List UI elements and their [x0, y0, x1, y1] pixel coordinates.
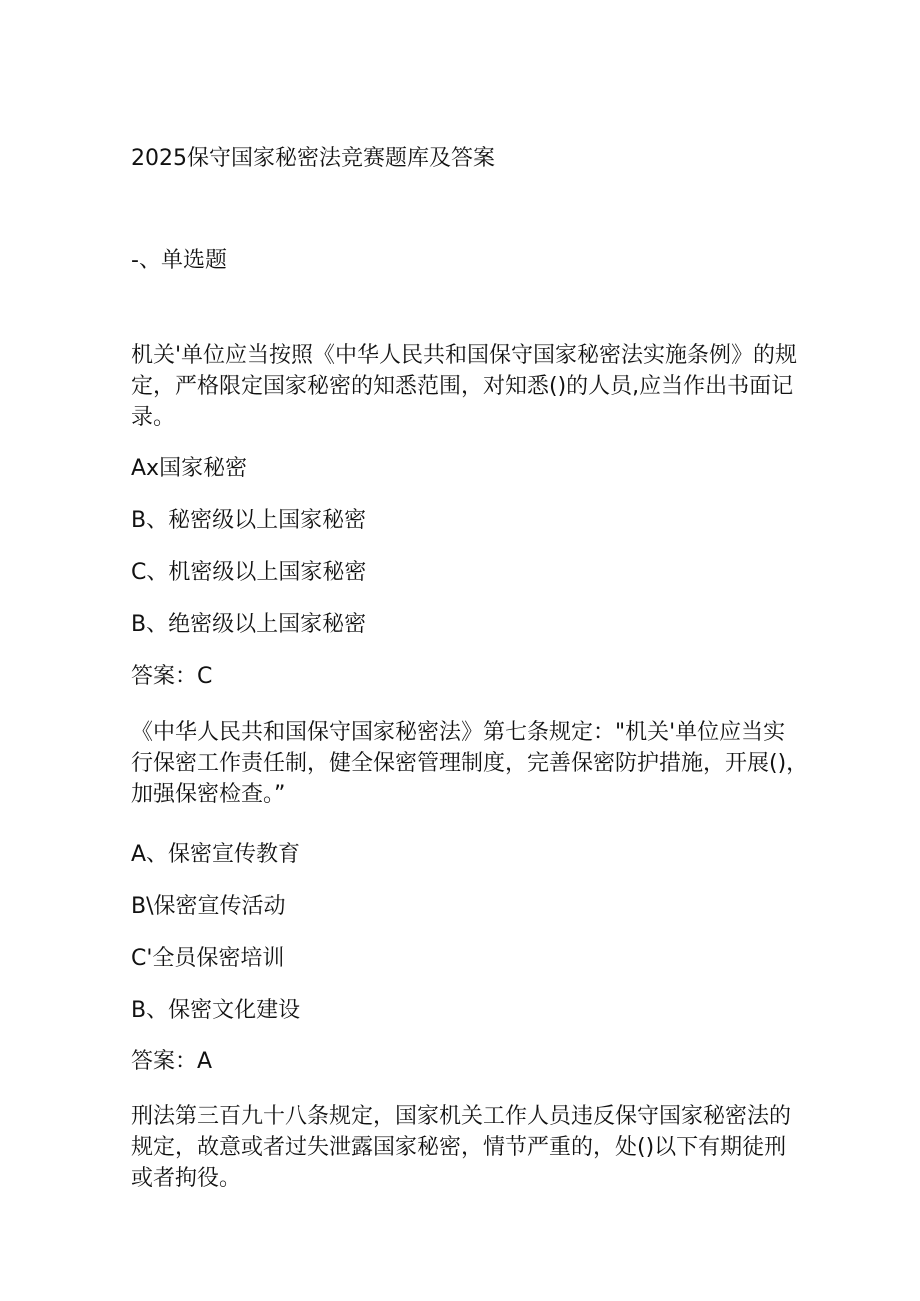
question-2-option-b: B\保密宣传活动 — [131, 894, 286, 919]
question-1-stem-line: 定，严格限定国家秘密的知悉范围，对知悉()的人员,应当作出书面记 — [131, 374, 794, 399]
question-3-stem — [131, 1101, 791, 1194]
question-1-option-d: B、绝密级以上国家秘密 — [131, 612, 367, 637]
question-1-stem-line: 机关'单位应当按照《中华人民共和国保守国家秘密法实施条例》的规 — [131, 343, 798, 368]
question-3-stem-line: 规定，故意或者过失泄露国家秘密，情节严重的，处()以下有期徒刑 — [131, 1135, 787, 1160]
question-2-option-d: B、保密文化建设 — [131, 998, 301, 1023]
question-2-stem-line: 《中华人民共和国保守国家秘密法》第七条规定："机关'单位应当实 — [131, 720, 786, 745]
document-title: 2025保守国家秘密法竞赛题库及答案 — [131, 146, 495, 171]
question-3-stem-line: 刑法第三百九十八条规定，国家机关工作人员违反保守国家秘密法的 — [131, 1104, 792, 1129]
question-1-stem-line: 录。 — [131, 405, 176, 430]
question-2-stem-line: 加强保密检查。” — [131, 782, 286, 807]
question-1-option-a: Ax国家秘密 — [131, 456, 248, 481]
question-2-option-a: A、保密宣传教育 — [131, 842, 301, 867]
question-1-option-c: C、机密级以上国家秘密 — [131, 560, 367, 585]
question-2-option-c: C'全员保密培训 — [131, 946, 285, 971]
question-2-answer: 答案：A — [131, 1049, 213, 1074]
question-1-answer: 答案：C — [131, 664, 213, 689]
question-1-stem — [131, 340, 798, 433]
question-1-option-b: B、秘密级以上国家秘密 — [131, 508, 367, 533]
question-2-stem — [131, 717, 809, 810]
question-3-stem-line: 或者拘役。 — [131, 1166, 242, 1191]
question-2-stem-line: 行保密工作责任制，健全保密管理制度，完善保密防护措施，开展()， — [131, 751, 809, 776]
section-heading: -、单选题 — [131, 248, 227, 273]
